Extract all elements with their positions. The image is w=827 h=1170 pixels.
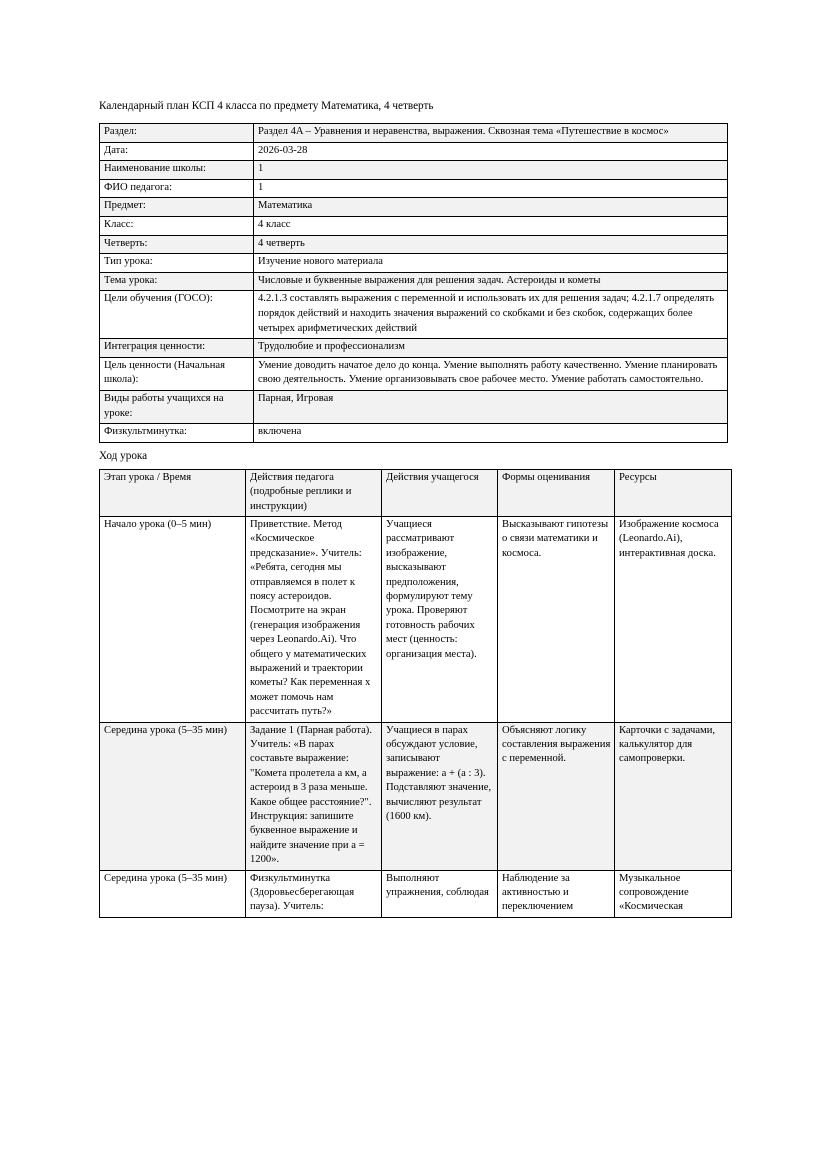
table-row	[100, 272, 728, 291]
document-content	[99, 98, 727, 918]
table-row	[100, 424, 728, 443]
info-label: Цели обучения (ГОСО):	[100, 291, 254, 339]
table-row	[100, 390, 728, 423]
info-value: 1	[254, 161, 728, 180]
info-label: Виды работы учащихся на уроке:	[100, 390, 254, 423]
table-row	[100, 516, 732, 722]
table-row	[100, 216, 728, 235]
table-row	[100, 357, 728, 390]
cell-teacher-actions: Физкультминутка (Здоровьесберегающая пауза). Учитель:	[246, 870, 382, 917]
info-label: ФИО педагога:	[100, 179, 254, 198]
lesson-info-table	[99, 123, 728, 443]
info-value: включена	[254, 424, 728, 443]
column-header-resources: Ресурсы	[615, 469, 732, 516]
cell-teacher-actions: Задание 1 (Парная работа). Учитель: «В парах составьте выражение: "Комета пролетела a км, а астероид в 3 раза меньше. Какое общее расстояние?". Инструкция: запишите буквенное выражение и найдите значение при a = 1200».	[246, 722, 382, 870]
column-header-student-actions: Действия учащегося	[382, 469, 498, 516]
cell-stage: Середина урока (5–35 мин)	[100, 722, 246, 870]
info-label: Предмет:	[100, 198, 254, 217]
info-label: Цель ценности (Начальная школа):	[100, 357, 254, 390]
info-value: Умение доводить начатое дело до конца. Умение выполнять работу качественно. Умение планировать свою деятельность. Умение организовывать свое рабочее место. Умение работать самостоятельно.	[254, 357, 728, 390]
table-row	[100, 722, 732, 870]
info-value: Математика	[254, 198, 728, 217]
info-value: Парная, Игровая	[254, 390, 728, 423]
page-title: Календарный план КСП 4 класса по предмету Математика, 4 четверть	[99, 100, 434, 112]
table-row	[100, 291, 728, 339]
info-label: Класс:	[100, 216, 254, 235]
table-row	[100, 179, 728, 198]
info-value: 4 четверть	[254, 235, 728, 254]
info-label: Интеграция ценности:	[100, 339, 254, 358]
info-label: Тема урока:	[100, 272, 254, 291]
info-value: Изучение нового материала	[254, 254, 728, 273]
info-label: Наименование школы:	[100, 161, 254, 180]
info-value: 1	[254, 179, 728, 198]
cell-student-actions: Учащиеся рассматривают изображение, высказывают предположения, формулируют тему урока. Проверяют готовность рабочих мест (ценность: организация места).	[382, 516, 498, 722]
table-row	[100, 254, 728, 273]
info-label: Физкультминутка:	[100, 424, 254, 443]
cell-resources: Карточки с задачами, калькулятор для самопроверки.	[615, 722, 732, 870]
info-value: 4.2.1.3 составлять выражения с переменной и использовать их для решения задач; 4.2.1.7 определять порядок действий и находить значения выражений со скобками и без скобок, содержащих более четырех арифметических действий	[254, 291, 728, 339]
table-row	[100, 198, 728, 217]
cell-assessment: Наблюдение за активностью и переключением	[498, 870, 615, 917]
info-label: Дата:	[100, 142, 254, 161]
cell-stage: Начало урока (0–5 мин)	[100, 516, 246, 722]
column-header-assessment: Формы оценивания	[498, 469, 615, 516]
info-label: Четверть:	[100, 235, 254, 254]
cell-stage: Середина урока (5–35 мин)	[100, 870, 246, 917]
table-header-row	[100, 469, 732, 516]
lesson-flow-table	[99, 469, 732, 918]
info-value: Трудолюбие и профессионализм	[254, 339, 728, 358]
cell-resources: Музыкальное сопровождение «Космическая	[615, 870, 732, 917]
cell-resources: Изображение космоса (Leonardo.Ai), интерактивная доска.	[615, 516, 732, 722]
cell-assessment: Высказывают гипотезы о связи математики и космоса.	[498, 516, 615, 722]
info-value: Раздел 4A – Уравнения и неравенства, выражения. Сквозная тема «Путешествие в космос»	[254, 124, 728, 143]
info-value: 2026-03-28	[254, 142, 728, 161]
cell-assessment: Объясняют логику составления выражения с переменной.	[498, 722, 615, 870]
table-row	[100, 339, 728, 358]
table-row	[100, 142, 728, 161]
table-row	[100, 870, 732, 917]
cell-student-actions: Учащиеся в парах обсуждают условие, записывают выражение: a + (a : 3). Подставляют значение, вычисляют результат (1600 км).	[382, 722, 498, 870]
flow-section-heading: Ход урока	[99, 449, 148, 462]
info-value: Числовые и буквенные выражения для решения задач. Астероиды и кометы	[254, 272, 728, 291]
table-row	[100, 161, 728, 180]
info-value: 4 класс	[254, 216, 728, 235]
info-label: Раздел:	[100, 124, 254, 143]
column-header-stage: Этап урока / Время	[100, 469, 246, 516]
cell-student-actions: Выполняют упражнения, соблюдая	[382, 870, 498, 917]
column-header-teacher-actions: Действия педагога (подробные реплики и инструкции)	[246, 469, 382, 516]
table-row	[100, 235, 728, 254]
info-label: Тип урока:	[100, 254, 254, 273]
table-row	[100, 124, 728, 143]
cell-teacher-actions: Приветствие. Метод «Космическое предсказание». Учитель: «Ребята, сегодня мы отправляемся в полет к поясу астероидов. Посмотрите на экран (генерация изображения через Leonardo.Ai). Что общего у математических выражений и траектории кометы? Как переменная x может помочь нам рассчитать путь?»	[246, 516, 382, 722]
